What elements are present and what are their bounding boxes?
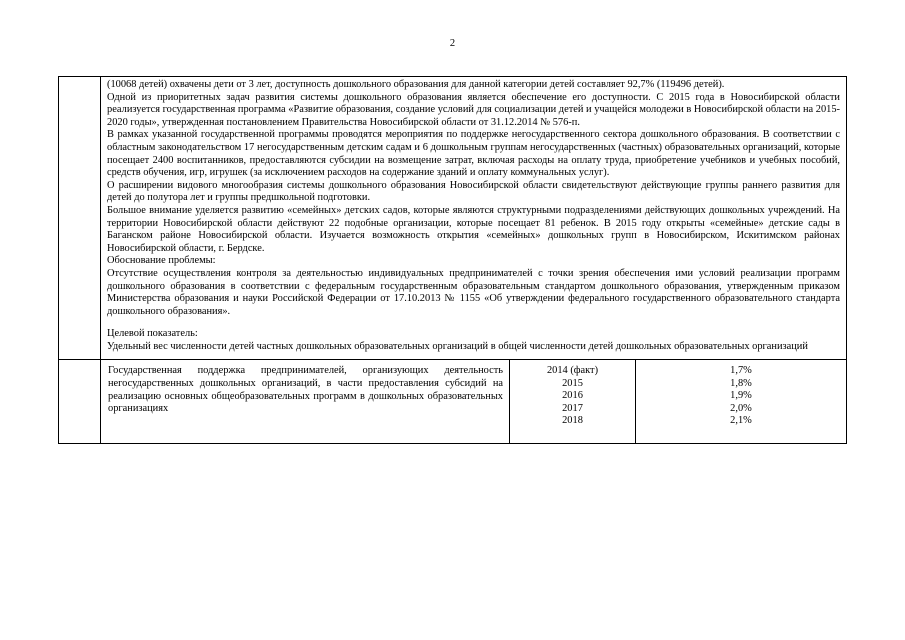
paragraph-problem: Отсутствие осуществления контроля за деятельностью индивидуальных предпринимателей с точки зрения обеспечения ими условий реализации программ дошкольного образования в соответствии с федеральным государственным образовательным стандартом дошкольного образования, утвержденным приказом Министерства образования и науки Российской Федерации от 17.10.2013 № 1155 «Об утверждении федерального государственного образовательного стандарта дошкольного образования». bbox=[107, 267, 840, 317]
paragraph-diversity: О расширении видового многообразия системы дошкольного образования Новосибирской области свидетельствуют действующие группы раннего развития для детей до полутора лет и группы предшкольной подготовки. bbox=[107, 179, 840, 204]
empty-left-cell bbox=[59, 360, 101, 444]
description-cell bbox=[101, 77, 847, 360]
page-number: 2 bbox=[449, 38, 456, 49]
empty-left-cell bbox=[59, 77, 101, 360]
year-item: 2017 bbox=[562, 402, 583, 414]
year-item: 2018 bbox=[562, 415, 583, 427]
value-item: 1,9% bbox=[730, 390, 752, 402]
value-item: 2,1% bbox=[730, 415, 752, 427]
years-cell bbox=[510, 360, 636, 444]
program-description-cell: Государственная поддержка предпринимателей, организующих деятельность негосударственных дошкольных организаций, в части предоставления субсидий на реализацию основных общеобразовательных программ в дошкольных образовательных организациях bbox=[101, 360, 510, 444]
year-item: 2016 bbox=[562, 390, 583, 402]
target-label: Целевой показатель: bbox=[107, 328, 198, 340]
target-indicator-block bbox=[107, 328, 840, 359]
program-table bbox=[58, 76, 847, 444]
year-item: 2014 (факт) bbox=[546, 365, 599, 377]
value-item: 1,7% bbox=[730, 365, 752, 377]
year-item: 2015 bbox=[562, 377, 583, 389]
target-text: Удельный вес численности детей частных дошкольных образовательных организаций в общей численности детей дошкольных образовательных организаций bbox=[107, 340, 808, 352]
table-row-program bbox=[59, 360, 847, 444]
value-item: 2,0% bbox=[730, 402, 752, 414]
paragraph-family-kindergartens: Большое внимание уделяется развитию «семейных» детских садов, которые являются структурными подразделениями действующих дошкольных учреждений. На территории Новосибирской области действуют 22 подобные организации, которые посещает 81 ребенок. В 2015 году открыты «семейные» детские сады в Баганском районе Новосибирской области. Изучается возможность открытия «семейных» дошкольных групп в Новосибирском, Искитимском районах Новосибирской области, г. Бердске. bbox=[107, 204, 840, 254]
paragraph-problem-heading: Обоснование проблемы: bbox=[107, 255, 216, 267]
spacer bbox=[107, 318, 840, 328]
values-cell bbox=[636, 360, 847, 444]
paragraph-priority: Одной из приоритетных задач развития системы дошкольного образования является обеспечение его доступности. С 2015 года в Новосибирской области реализуется государственная программа «Развитие образования, создание условий для социализации детей и учащейся молодежи в Новосибирской области на 2015-2020 годы», утвержденная постановлением Правительства Новосибирской области от 31.12.2014 № 576-п. bbox=[107, 91, 840, 128]
paragraph-support: В рамках указанной государственной программы проводятся мероприятия по поддержке негосударственного сектора дошкольного образования. В соответствии с областным законодательством 17 негосударственным детским садам и 6 дошкольным группам негосударственных (частных) образовательных организаций, которые посещает 2400 воспитанников, предоставляются субсидии на возмещение затрат, включая расходы на оплату труда, приобретение учебников и учебных пособий, средств обучения, игр, игрушек (за исключением расходов на содержание зданий и оплату коммунальных услуг). bbox=[107, 129, 840, 179]
paragraph-coverage: (10068 детей) охвачены дети от 3 лет, доступность дошкольного образования для данной категории детей составляет 92,7% (119496 детей). bbox=[107, 79, 725, 90]
value-item: 1,8% bbox=[730, 377, 752, 389]
table-row-description bbox=[59, 77, 847, 360]
